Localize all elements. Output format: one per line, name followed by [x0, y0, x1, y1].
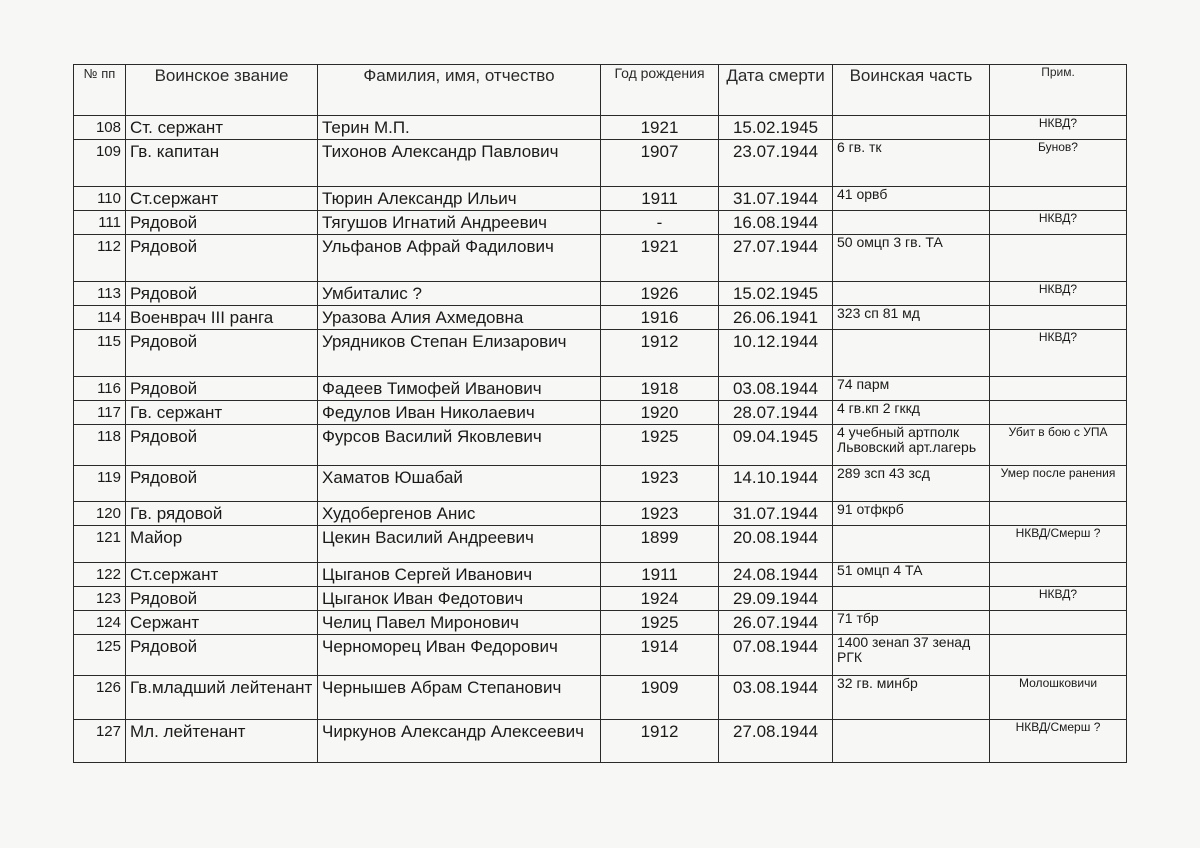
row-rank: Ст.сержант	[126, 563, 318, 587]
row-full-name: Черноморец Иван Федорович	[318, 635, 601, 676]
row-military-unit: 50 омцп 3 гв. ТА	[833, 235, 990, 282]
row-number: 121	[74, 526, 126, 563]
row-military-unit: 6 гв. тк	[833, 140, 990, 187]
row-note	[990, 187, 1127, 211]
row-number: 124	[74, 611, 126, 635]
row-birth-year: 1911	[601, 563, 719, 587]
row-death-date: 31.07.1944	[719, 187, 833, 211]
row-military-unit	[833, 116, 990, 140]
row-military-unit: 289 зсп 43 зсд	[833, 466, 990, 502]
row-birth-year: 1907	[601, 140, 719, 187]
header-number: № пп	[74, 65, 126, 116]
row-rank: Рядовой	[126, 211, 318, 235]
row-full-name: Чиркунов Александр Алексеевич	[318, 720, 601, 763]
row-military-unit: 32 гв. минбр	[833, 676, 990, 720]
row-military-unit: 41 орвб	[833, 187, 990, 211]
row-note	[990, 401, 1127, 425]
row-note	[990, 377, 1127, 401]
row-death-date: 10.12.1944	[719, 330, 833, 377]
row-death-date: 15.02.1945	[719, 116, 833, 140]
row-military-unit: 1400 зенап 37 зенад РГК	[833, 635, 990, 676]
header-rank: Воинское звание	[126, 65, 318, 116]
row-birth-year: 1920	[601, 401, 719, 425]
row-note: НКВД/Смерш ?	[990, 526, 1127, 563]
row-military-unit	[833, 282, 990, 306]
table-row	[74, 116, 1127, 140]
row-full-name: Федулов Иван Николаевич	[318, 401, 601, 425]
row-note: НКВД?	[990, 282, 1127, 306]
row-rank: Мл. лейтенант	[126, 720, 318, 763]
row-number: 123	[74, 587, 126, 611]
row-rank: Рядовой	[126, 425, 318, 466]
table-row	[74, 676, 1127, 720]
row-rank: Рядовой	[126, 635, 318, 676]
row-number: 118	[74, 425, 126, 466]
row-number: 109	[74, 140, 126, 187]
row-death-date: 27.08.1944	[719, 720, 833, 763]
table-row	[74, 425, 1127, 466]
roster-body	[74, 116, 1127, 763]
row-number: 116	[74, 377, 126, 401]
row-full-name: Тюрин Александр Ильич	[318, 187, 601, 211]
row-number: 114	[74, 306, 126, 330]
row-number: 127	[74, 720, 126, 763]
table-row	[74, 720, 1127, 763]
row-number: 122	[74, 563, 126, 587]
row-birth-year: 1923	[601, 466, 719, 502]
row-full-name: Цекин Василий Андреевич	[318, 526, 601, 563]
table-row	[74, 377, 1127, 401]
table-row	[74, 235, 1127, 282]
row-rank: Сержант	[126, 611, 318, 635]
row-military-unit: 4 гв.кп 2 гккд	[833, 401, 990, 425]
row-rank: Ст.сержант	[126, 187, 318, 211]
row-death-date: 03.08.1944	[719, 377, 833, 401]
row-note	[990, 563, 1127, 587]
row-military-unit: 4 учебный артполк Львовский арт.лагерь	[833, 425, 990, 466]
table-row	[74, 466, 1127, 502]
row-note: НКВД?	[990, 116, 1127, 140]
row-birth-year: 1925	[601, 611, 719, 635]
row-birth-year: 1923	[601, 502, 719, 526]
row-military-unit	[833, 526, 990, 563]
row-number: 113	[74, 282, 126, 306]
row-number: 110	[74, 187, 126, 211]
row-note: НКВД?	[990, 587, 1127, 611]
row-note: Молошковичи	[990, 676, 1127, 720]
row-death-date: 16.08.1944	[719, 211, 833, 235]
row-death-date: 07.08.1944	[719, 635, 833, 676]
row-birth-year: 1899	[601, 526, 719, 563]
row-full-name: Цыганок Иван Федотович	[318, 587, 601, 611]
row-military-unit	[833, 587, 990, 611]
row-full-name: Цыганов Сергей Иванович	[318, 563, 601, 587]
row-death-date: 27.07.1944	[719, 235, 833, 282]
header-full-name: Фамилия, имя, отчество	[318, 65, 601, 116]
row-death-date: 09.04.1945	[719, 425, 833, 466]
row-death-date: 14.10.1944	[719, 466, 833, 502]
row-full-name: Ульфанов Афрай Фадилович	[318, 235, 601, 282]
row-note	[990, 611, 1127, 635]
row-military-unit: 91 отфкрб	[833, 502, 990, 526]
row-full-name: Урядников Степан Елизарович	[318, 330, 601, 377]
row-birth-year: 1912	[601, 330, 719, 377]
row-military-unit	[833, 211, 990, 235]
row-full-name: Тягушов Игнатий Андреевич	[318, 211, 601, 235]
row-note	[990, 502, 1127, 526]
row-full-name: Челиц Павел Миронович	[318, 611, 601, 635]
table-row	[74, 502, 1127, 526]
row-rank: Гв. капитан	[126, 140, 318, 187]
row-rank: Гв.младший лейтенант	[126, 676, 318, 720]
row-birth-year: 1921	[601, 116, 719, 140]
row-death-date: 03.08.1944	[719, 676, 833, 720]
row-death-date: 29.09.1944	[719, 587, 833, 611]
row-full-name: Тихонов Александр Павлович	[318, 140, 601, 187]
row-full-name: Фадеев Тимофей Иванович	[318, 377, 601, 401]
row-rank: Рядовой	[126, 235, 318, 282]
row-full-name: Терин М.П.	[318, 116, 601, 140]
row-birth-year: 1924	[601, 587, 719, 611]
row-military-unit	[833, 720, 990, 763]
row-note: НКВД?	[990, 211, 1127, 235]
row-rank: Рядовой	[126, 466, 318, 502]
row-note: НКВД/Смерш ?	[990, 720, 1127, 763]
table-row	[74, 211, 1127, 235]
row-rank: Военврач III ранга	[126, 306, 318, 330]
row-number: 108	[74, 116, 126, 140]
header-birth-year: Год рождения	[601, 65, 719, 116]
row-rank: Гв. сержант	[126, 401, 318, 425]
table-row	[74, 635, 1127, 676]
row-full-name: Уразова Алия Ахмедовна	[318, 306, 601, 330]
row-rank: Гв. рядовой	[126, 502, 318, 526]
table-row	[74, 401, 1127, 425]
row-full-name: Чернышев Абрам Степанович	[318, 676, 601, 720]
row-birth-year: 1916	[601, 306, 719, 330]
table-row	[74, 611, 1127, 635]
row-note: Убит в бою с УПА	[990, 425, 1127, 466]
row-note: НКВД?	[990, 330, 1127, 377]
header-note: Прим.	[990, 65, 1127, 116]
row-note: Умер после ранения	[990, 466, 1127, 502]
row-birth-year: 1914	[601, 635, 719, 676]
row-full-name: Хаматов Юшабай	[318, 466, 601, 502]
row-rank: Рядовой	[126, 330, 318, 377]
row-rank: Рядовой	[126, 282, 318, 306]
header-row	[74, 65, 1127, 116]
table-row	[74, 282, 1127, 306]
row-death-date: 24.08.1944	[719, 563, 833, 587]
row-number: 115	[74, 330, 126, 377]
row-number: 119	[74, 466, 126, 502]
row-death-date: 20.08.1944	[719, 526, 833, 563]
row-death-date: 26.06.1941	[719, 306, 833, 330]
row-rank: Рядовой	[126, 377, 318, 401]
row-full-name: Худобергенов Анис	[318, 502, 601, 526]
row-birth-year: 1926	[601, 282, 719, 306]
burial-roster-table	[73, 64, 1127, 763]
row-note	[990, 635, 1127, 676]
table-row	[74, 187, 1127, 211]
row-military-unit: 74 парм	[833, 377, 990, 401]
header-military-unit: Воинская часть	[833, 65, 990, 116]
row-birth-year: 1912	[601, 720, 719, 763]
row-number: 120	[74, 502, 126, 526]
row-rank: Майор	[126, 526, 318, 563]
table-row	[74, 563, 1127, 587]
table-row	[74, 526, 1127, 563]
row-number: 125	[74, 635, 126, 676]
row-death-date: 23.07.1944	[719, 140, 833, 187]
row-death-date: 28.07.1944	[719, 401, 833, 425]
row-rank: Ст. сержант	[126, 116, 318, 140]
row-number: 111	[74, 211, 126, 235]
table-row	[74, 306, 1127, 330]
table-row	[74, 140, 1127, 187]
row-full-name: Умбиталис ?	[318, 282, 601, 306]
header-death-date: Дата смерти	[719, 65, 833, 116]
row-number: 126	[74, 676, 126, 720]
row-military-unit: 323 сп 81 мд	[833, 306, 990, 330]
row-birth-year: -	[601, 211, 719, 235]
row-birth-year: 1911	[601, 187, 719, 211]
row-birth-year: 1925	[601, 425, 719, 466]
row-death-date: 15.02.1945	[719, 282, 833, 306]
row-note: Бунов?	[990, 140, 1127, 187]
row-note	[990, 306, 1127, 330]
row-number: 117	[74, 401, 126, 425]
row-military-unit: 71 тбр	[833, 611, 990, 635]
row-full-name: Фурсов Василий Яковлевич	[318, 425, 601, 466]
row-birth-year: 1909	[601, 676, 719, 720]
row-rank: Рядовой	[126, 587, 318, 611]
row-note	[990, 235, 1127, 282]
row-military-unit: 51 омцп 4 ТА	[833, 563, 990, 587]
row-death-date: 31.07.1944	[719, 502, 833, 526]
row-birth-year: 1921	[601, 235, 719, 282]
row-number: 112	[74, 235, 126, 282]
row-death-date: 26.07.1944	[719, 611, 833, 635]
row-birth-year: 1918	[601, 377, 719, 401]
table-row	[74, 587, 1127, 611]
table-row	[74, 330, 1127, 377]
row-military-unit	[833, 330, 990, 377]
